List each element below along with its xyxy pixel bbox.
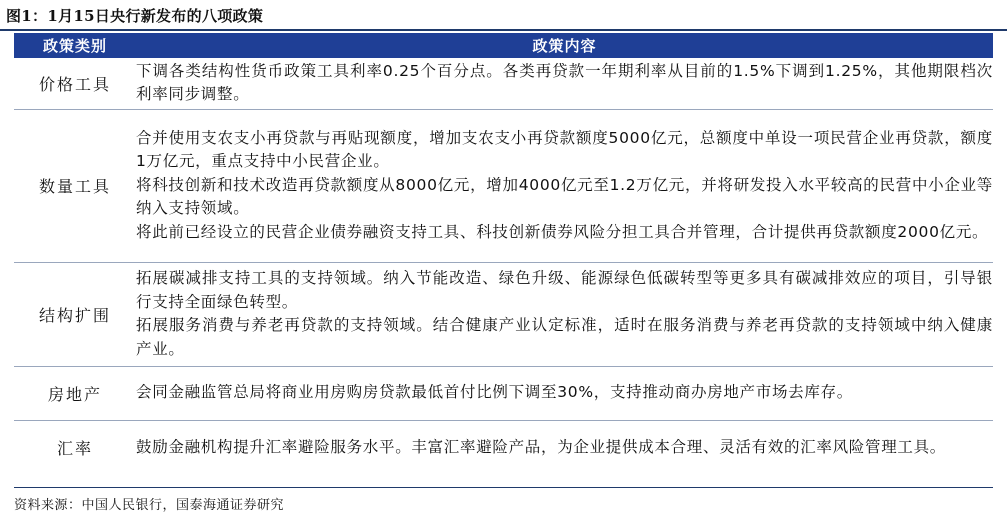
bottom-rule [14, 487, 993, 488]
content-cell [136, 366, 993, 420]
policy-paragraph: 鼓励金融机构提升汇率避险服务水平。丰富汇率避险产品，为企业提供成本合理、灵活有效的汇率风险管理工具。 [136, 437, 947, 456]
content-cell [136, 58, 993, 109]
figure-title: 图1：1月15日央行新发布的八项政策 [6, 7, 264, 25]
policy-paragraph: 下调各类结构性货币政策工具利率0.25个百分点。各类再贷款一年期利率从目前的1.5%下调到1.25%，其他期限档次利率同步调整。 [136, 61, 993, 104]
policy-paragraph: 合并使用支农支小再贷款与再贴现额度，增加支农支小再贷款额度5000亿元，总额度中单设一项民营企业再贷款，额度1万亿元，重点支持中小民营企业。 [136, 128, 993, 171]
source-note: 资料来源：中国人民银行，国泰海通证券研究 [14, 498, 285, 513]
policy-paragraph: 拓展碳减排支持工具的支持领域。纳入节能改造、绿色升级、能源绿色低碳转型等更多具有碳减排效应的项目，引导银行支持全面绿色转型。 [136, 269, 993, 311]
category-cell: 数量工具 [14, 109, 136, 262]
category-cell: 汇率 [56, 438, 93, 458]
category-cell: 价格工具 [14, 58, 136, 109]
table-row-quantity-tools [14, 109, 993, 262]
content-cell [136, 109, 993, 262]
top-rule [0, 29, 1007, 31]
policy-paragraph: 将科技创新和技术改造再贷款额度从8000亿元，增加4000亿元至1.2万亿元，并将研发投入水平较高的民营中小企业等纳入支持领域。 [136, 175, 993, 218]
table-row-real-estate [14, 366, 993, 420]
policy-paragraph: 将此前已经设立的民营企业债券融资支持工具、科技创新债券风险分担工具合并管理，合计提供再贷款额度2000亿元。 [136, 222, 989, 241]
table-row-structure-expansion [14, 262, 993, 366]
policy-paragraph: 拓展服务消费与养老再贷款的支持领域。结合健康产业认定标准，适时在服务消费与养老再贷款的支持领域中纳入健康产业。 [136, 316, 993, 358]
header-category: 政策类别 [14, 33, 136, 58]
content-cell [136, 262, 993, 366]
header-content: 政策内容 [136, 33, 993, 58]
table-header-row [14, 33, 993, 58]
policy-paragraph: 会同金融监管总局将商业用房购房贷款最低首付比例下调至30%，支持推动商办房地产市场去库存。 [136, 383, 853, 402]
table-row-price-tools [14, 58, 993, 109]
category-cell: 房地产 [14, 366, 136, 420]
category-cell: 结构扩围 [14, 262, 136, 366]
content-cell [136, 420, 993, 474]
table-row-exchange-rate [14, 420, 993, 474]
policy-table [14, 33, 993, 474]
